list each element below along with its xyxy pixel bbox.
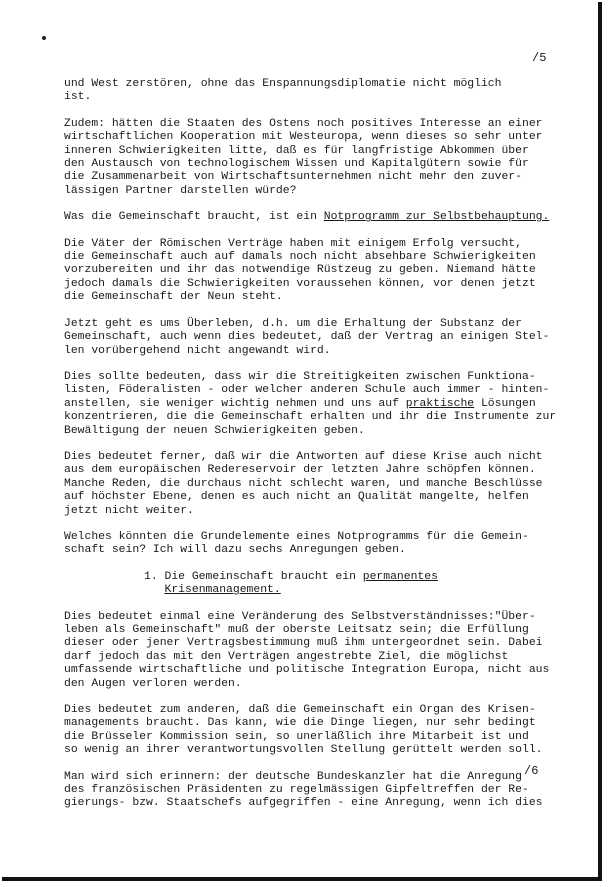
text-line: Manche Reden, die durchaus nicht schlecht waren, und manche Beschlüsse — [64, 477, 543, 490]
text-line: inneren Schwierigkeiten litte, daß es für langfristige Abkommen über — [64, 144, 529, 157]
text-line: wirtschaftlichen Kooperation mit Westeuropa, wenn dieses so sehr unter — [64, 131, 543, 144]
paragraph — [64, 771, 584, 811]
text-line: listen, Föderalisten - oder welcher anderen Schule auch immer - hinten- — [64, 384, 550, 397]
text-line: schaft sein? Ich will dazu sechs Anregungen geben. — [64, 544, 406, 557]
text-line: Lösungen — [474, 397, 536, 410]
text-line: managements braucht. Das kann, wie die Dinge liegen, nur sehr bedingt — [64, 717, 536, 730]
text-line: auf höchster Ebene, denen es auch nicht an Qualität mangelte, helfen — [64, 491, 529, 504]
text-line: Dies bedeutet ferner, daß wir die Antworten auf diese Krise auch nicht — [64, 450, 543, 463]
heading-text: 1. Die Gemeinschaft braucht ein — [144, 570, 363, 583]
text-line: die Gemeinschaft auch auf damals noch nicht absehbare Schwierigkeiten — [64, 251, 536, 264]
underlined-word: permanentes — [362, 570, 438, 583]
numbered-heading — [64, 571, 584, 598]
text-line: umfassende wirtschaftliche und politische Integration Europa, nicht aus — [64, 664, 550, 677]
paragraph — [64, 611, 584, 691]
paragraph — [64, 704, 584, 758]
text-line: Die Väter der Römischen Verträge haben mit einigem Erfolg versucht, — [64, 237, 522, 250]
text-line: len vorübergehend nicht angewandt wird. — [64, 344, 331, 357]
text-line: gierungs- bzw. Staatschefs aufgegriffen - eine Anregung, wenn ich dies — [64, 797, 543, 810]
text-line: leben als Gemeinschaft" muß der oberste Leitsatz sein; die Erfüllung — [64, 624, 529, 636]
text-line: Dies sollte bedeuten, dass wir die Streitigkeiten zwischen Funktiona- — [64, 370, 536, 383]
text-line: Dies bedeutet zum anderen, daß die Gemeinschaft ein Organ des Krisen- — [64, 704, 536, 717]
text-line: und West zerstören, ohne das Enspannungsdiplomatie nicht möglich — [64, 78, 502, 90]
text-line: den Austausch von technologischem Wissen und Kapitalgütern sowie für — [64, 158, 529, 171]
text-line: Dies bedeutet einmal eine Veränderung des Selbstverständnisses:"Über- — [64, 610, 536, 623]
text-line: den Augen verloren werden. — [64, 677, 242, 690]
page-number-top: /5 — [532, 51, 547, 65]
text-line: jedoch damals die Schwierigkeiten voraussehen können, vor denen jetzt — [64, 277, 536, 290]
text-line: Bewältigung der neuen Schwierigkeiten geben. — [64, 424, 365, 437]
page-number-bottom: /6 — [524, 764, 539, 778]
paragraph — [64, 78, 584, 105]
text-line: die Brüsseler Kommission sein, so unerläßlich ihre Mitarbeit ist und — [64, 730, 529, 743]
paragraph — [64, 118, 584, 198]
text-line: darf jedoch das mit den Verträgen angestrebte Ziel, die möglichst — [64, 650, 509, 663]
text-line: aus dem europäischen Redereservoir der letzten Jahre schöpfen können. — [64, 464, 536, 477]
underlined-phrase: Notprogramm zur Selbstbehauptung. — [323, 211, 550, 224]
text-line: des französischen Präsidenten zu regelmässigen Gipfeltreffen der Re- — [64, 784, 529, 797]
paragraph — [64, 371, 584, 438]
text-line: die Zusammenarbeit von Wirtschaftsunternehmen nicht mehr den zuver- — [64, 171, 522, 184]
text-line: jetzt nicht weiter. — [64, 504, 194, 517]
text-line: Welches könnten die Grundelemente eines Notprogramms für die Gemein- — [64, 530, 529, 543]
underlined-word: praktische — [405, 397, 475, 410]
paragraph — [64, 318, 584, 358]
text-line: lässigen Partner darstellen würde? — [64, 184, 297, 197]
text-line: Gemeinschaft, auch wenn dies bedeutet, daß der Vertrag an einigen Stel- — [64, 331, 550, 344]
paragraph — [64, 238, 584, 305]
text-line: Jetzt geht es ums Überleben, d.h. um die Erhaltung der Substanz der — [64, 317, 522, 330]
paragraph — [64, 211, 584, 224]
text-line: konzentrieren, die die Gemeinschaft erhalten und ihr die Instrumente zur — [64, 411, 557, 424]
text-line: anstellen, sie weniger wichtig nehmen und uns auf — [64, 397, 406, 410]
text-line: Was die Gemeinschaft braucht, ist ein — [64, 211, 324, 224]
text-line: dieser oder jener Vertragsbestimmung muß ihm untergeordnet sein. Dabei — [64, 637, 543, 650]
paragraph — [64, 451, 584, 518]
text-line: vorzubereiten und ihr das notwendige Rüstzeug zu geben. Niemand hätte — [64, 264, 536, 277]
text-line: so wenig an ihrer verantwortungsvollen Stellung gerüttelt werden soll. — [64, 744, 543, 757]
text-line: die Gemeinschaft der Neun steht. — [64, 291, 283, 304]
paragraph — [64, 531, 584, 558]
document-body — [64, 78, 584, 824]
underlined-word: Krisenmanagement. — [164, 584, 281, 597]
text-line: Zudem: hätten die Staaten des Ostens noch positives Interesse an einer — [64, 117, 543, 130]
scan-mark — [42, 36, 46, 40]
text-line: Man wird sich erinnern: der deutsche Bundeskanzler hat die Anregung — [64, 770, 522, 783]
text-line: ist. — [64, 91, 92, 104]
